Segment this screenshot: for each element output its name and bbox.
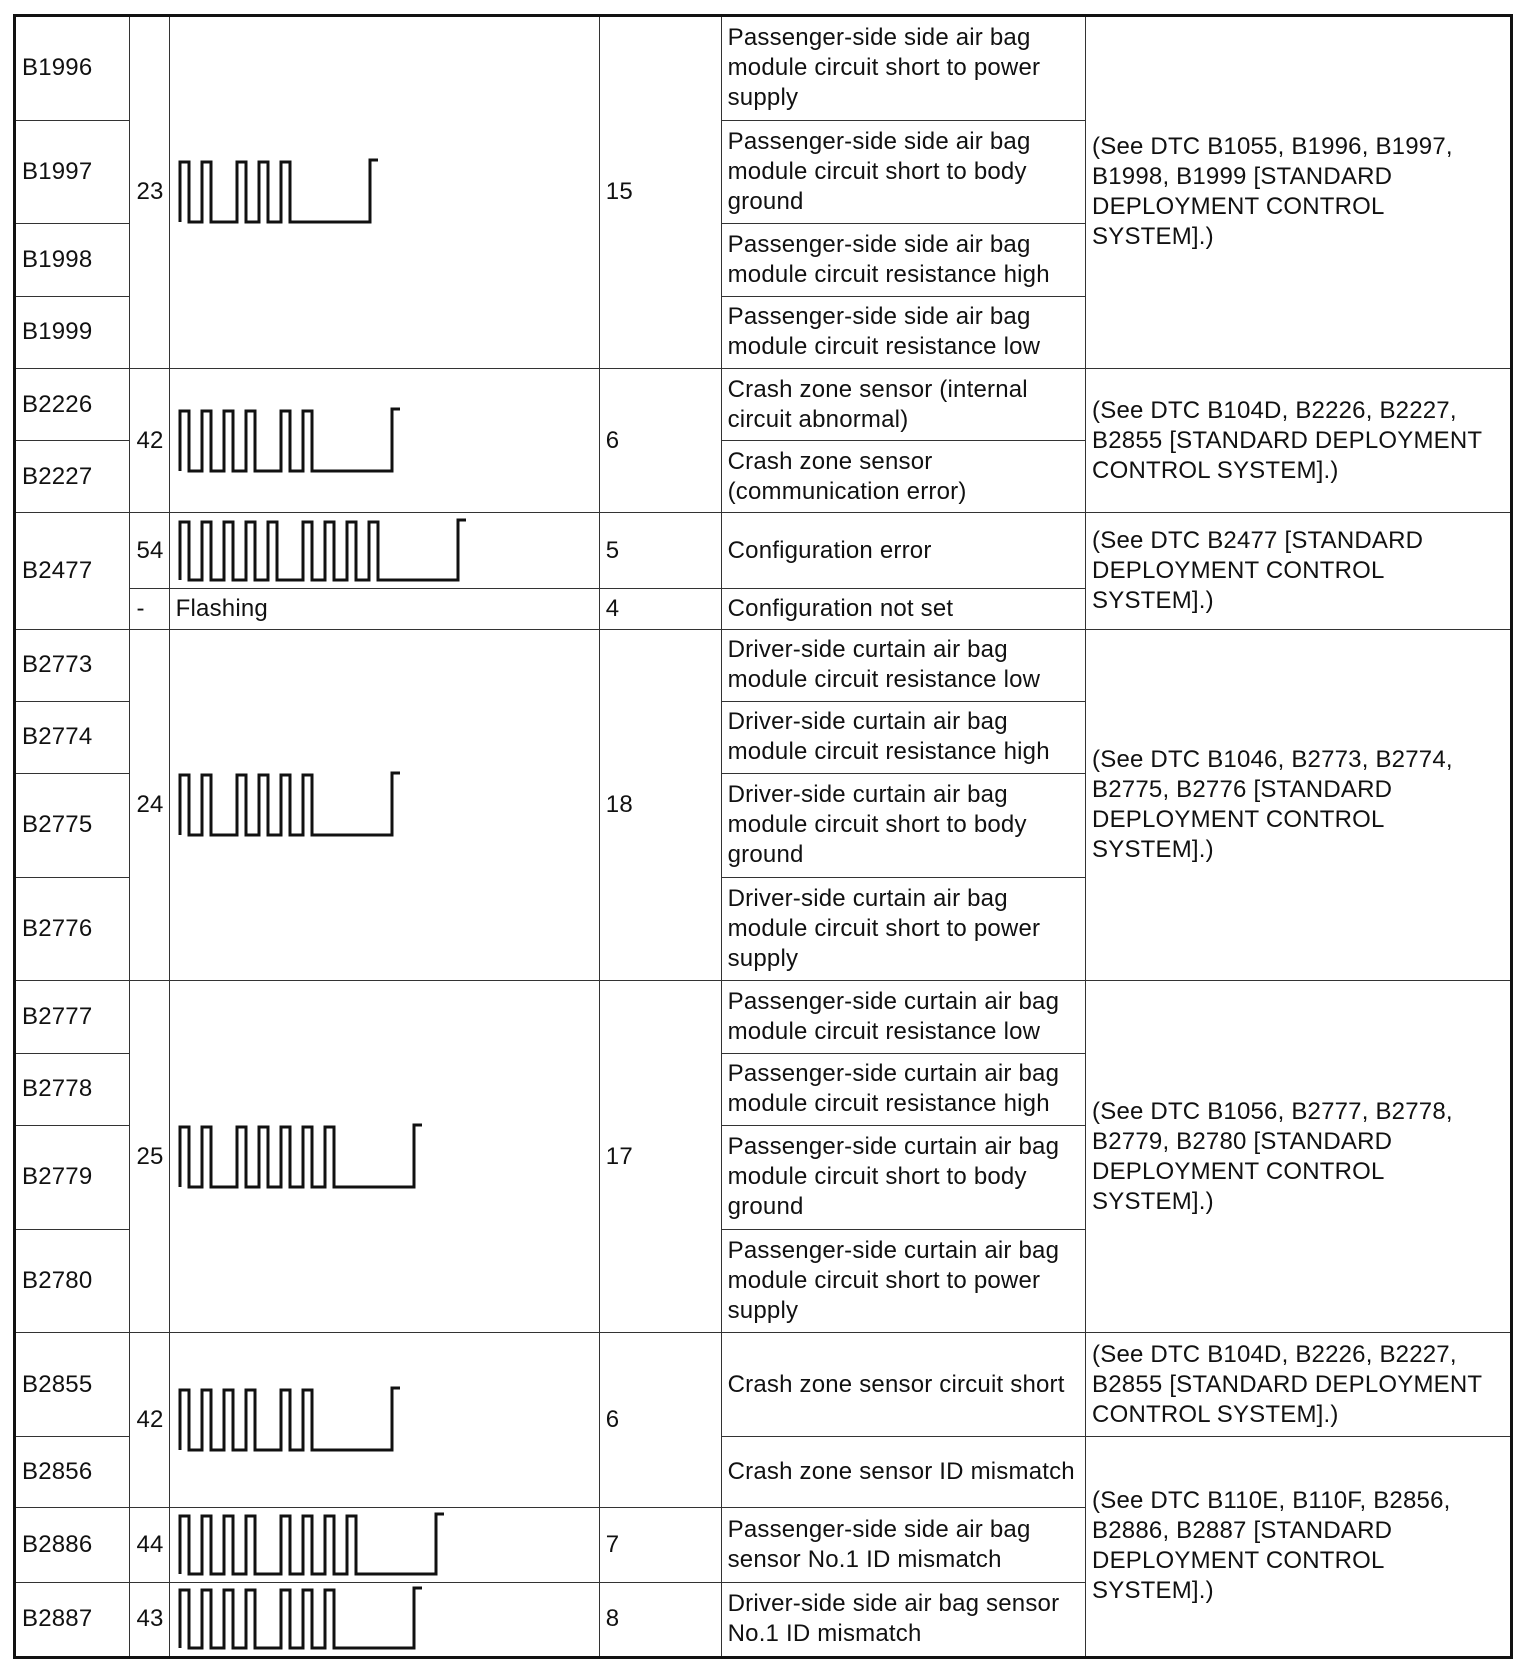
dtc-code: B2775 xyxy=(15,774,130,878)
dtc-description: Driver-side side air bag sensor No.1 ID mismatch xyxy=(721,1582,1085,1657)
table-row xyxy=(15,513,1512,588)
pulse-waveform xyxy=(174,1117,595,1197)
pulse-waveform xyxy=(174,516,595,586)
dtc-code: B2773 xyxy=(15,629,130,701)
flash-count: 18 xyxy=(599,629,721,981)
pulse-path xyxy=(180,160,378,222)
pulse-waveform xyxy=(174,1380,595,1460)
dtc-code: B2226 xyxy=(15,368,130,440)
dtc-description: Passenger-side side air bag sensor No.1 ID mismatch xyxy=(721,1508,1085,1582)
flash-pattern xyxy=(169,368,599,513)
dtc-description: Passenger-side side air bag module circuit resistance low xyxy=(721,296,1085,368)
dtc-code: B1996 xyxy=(15,16,130,121)
flash-pattern xyxy=(169,629,599,981)
remedy-reference: (See DTC B104D, B2226, B2227, B2855 [STANDARD DEPLOYMENT CONTROL SYSTEM].) xyxy=(1086,368,1512,513)
dtc-description: Crash zone sensor (internal circuit abnormal) xyxy=(721,368,1085,440)
dtc-code: B2477 xyxy=(15,513,130,629)
dtc-description: Passenger-side side air bag module circuit short to body ground xyxy=(721,120,1085,224)
flash-pattern xyxy=(169,1508,599,1582)
flash-count: 6 xyxy=(599,1333,721,1508)
pulse-path xyxy=(180,1588,422,1648)
flash-count: 5 xyxy=(599,513,721,588)
dtc-description: Passenger-side side air bag module circuit short to power supply xyxy=(721,16,1085,121)
dtc-code: B2227 xyxy=(15,441,130,513)
dtc-code: B2778 xyxy=(15,1053,130,1125)
dtc-code: B2777 xyxy=(15,981,130,1053)
flash-code: 43 xyxy=(130,1582,169,1657)
flash-count: 15 xyxy=(599,16,721,369)
flash-count: 8 xyxy=(599,1582,721,1657)
pulse-path xyxy=(180,1388,400,1450)
dtc-table xyxy=(13,14,1513,1659)
dtc-description: Driver-side curtain air bag module circuit short to body ground xyxy=(721,774,1085,878)
pulse-waveform xyxy=(174,765,595,845)
remedy-reference: (See DTC B1056, B2777, B2778, B2779, B2780 [STANDARD DEPLOYMENT CONTROL SYSTEM].) xyxy=(1086,981,1512,1333)
flash-code: 24 xyxy=(130,629,169,981)
pulse-waveform xyxy=(174,1584,595,1654)
flash-pattern xyxy=(169,1333,599,1508)
dtc-description: Passenger-side side air bag module circuit resistance high xyxy=(721,224,1085,296)
dtc-code: B2774 xyxy=(15,701,130,773)
dtc-description: Passenger-side curtain air bag module circuit resistance high xyxy=(721,1053,1085,1125)
flash-pattern xyxy=(169,981,599,1333)
dtc-code: B2886 xyxy=(15,1508,130,1582)
pulse-path xyxy=(180,1125,422,1187)
dtc-code: B1997 xyxy=(15,120,130,224)
dtc-code: B2779 xyxy=(15,1125,130,1229)
flash-count: 4 xyxy=(599,588,721,629)
dtc-description: Crash zone sensor circuit short xyxy=(721,1333,1085,1437)
dtc-description: Driver-side curtain air bag module circuit resistance high xyxy=(721,701,1085,773)
flash-pattern xyxy=(169,1582,599,1657)
flash-count: 6 xyxy=(599,368,721,513)
dtc-description: Configuration error xyxy=(721,513,1085,588)
remedy-reference: (See DTC B110E, B110F, B2856, B2886, B2887 [STANDARD DEPLOYMENT CONTROL SYSTEM].) xyxy=(1086,1436,1512,1657)
table-row xyxy=(15,368,1512,440)
pulse-path xyxy=(180,773,400,835)
flash-code: 42 xyxy=(130,368,169,513)
pulse-waveform xyxy=(174,1510,595,1580)
remedy-reference: (See DTC B2477 [STANDARD DEPLOYMENT CONTROL SYSTEM].) xyxy=(1086,513,1512,629)
flash-code: 25 xyxy=(130,981,169,1333)
flash-pattern xyxy=(169,16,599,369)
dtc-description: Passenger-side curtain air bag module circuit short to power supply xyxy=(721,1229,1085,1333)
dtc-description: Configuration not set xyxy=(721,588,1085,629)
flash-code: 42 xyxy=(130,1333,169,1508)
pulse-path xyxy=(180,409,400,471)
pulse-waveform xyxy=(174,152,595,232)
table-row xyxy=(15,16,1512,121)
table-row xyxy=(15,629,1512,701)
flash-code: 23 xyxy=(130,16,169,369)
dtc-code: B2887 xyxy=(15,1582,130,1657)
dtc-code: B2780 xyxy=(15,1229,130,1333)
dtc-description: Passenger-side curtain air bag module circuit resistance low xyxy=(721,981,1085,1053)
remedy-reference: (See DTC B1046, B2773, B2774, B2775, B2776 [STANDARD DEPLOYMENT CONTROL SYSTEM].) xyxy=(1086,629,1512,981)
table-row xyxy=(15,1333,1512,1437)
dtc-code: B2776 xyxy=(15,877,130,981)
flash-count: 17 xyxy=(599,981,721,1333)
remedy-reference: (See DTC B1055, B1996, B1997, B1998, B1999 [STANDARD DEPLOYMENT CONTROL SYSTEM].) xyxy=(1086,16,1512,369)
dtc-description: Driver-side curtain air bag module circuit short to power supply xyxy=(721,877,1085,981)
dtc-code: B2855 xyxy=(15,1333,130,1437)
remedy-reference: (See DTC B104D, B2226, B2227, B2855 [STANDARD DEPLOYMENT CONTROL SYSTEM].) xyxy=(1086,1333,1512,1437)
flash-code: 44 xyxy=(130,1508,169,1582)
flash-pattern-text: Flashing xyxy=(169,588,599,629)
pulse-path xyxy=(180,520,466,580)
dtc-code: B1999 xyxy=(15,296,130,368)
flash-pattern xyxy=(169,513,599,588)
dtc-description: Crash zone sensor (communication error) xyxy=(721,441,1085,513)
flash-code: - xyxy=(130,588,169,629)
pulse-waveform xyxy=(174,401,595,481)
dtc-description: Passenger-side curtain air bag module circuit short to body ground xyxy=(721,1125,1085,1229)
flash-count: 7 xyxy=(599,1508,721,1582)
dtc-code: B1998 xyxy=(15,224,130,296)
table-row xyxy=(15,981,1512,1053)
pulse-path xyxy=(180,1514,444,1574)
dtc-code: B2856 xyxy=(15,1436,130,1507)
dtc-description: Driver-side curtain air bag module circuit resistance low xyxy=(721,629,1085,701)
dtc-description: Crash zone sensor ID mismatch xyxy=(721,1436,1085,1507)
flash-code: 54 xyxy=(130,513,169,588)
